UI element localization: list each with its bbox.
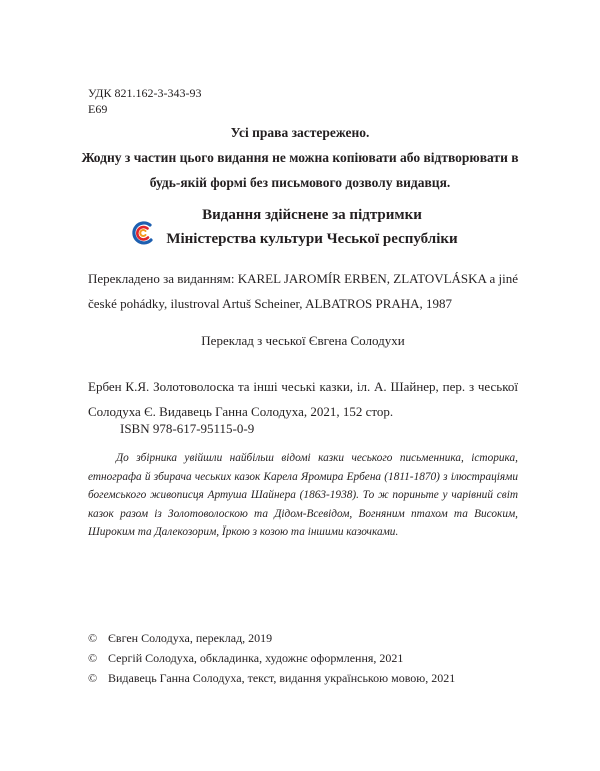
copyright-row — [88, 668, 455, 688]
copyright-row — [88, 628, 455, 648]
copyright-row — [88, 648, 455, 668]
rights-line-1: Усі права застережено. — [230, 125, 370, 140]
bibliographic-record: Ербен К.Я. Золотоволоска та інші чеські казки, іл. А. Шайнер, пер. з чеської Солодуха Є. Видавець Ганна Солодуха, 2021, 152 стор. — [88, 379, 518, 419]
support-line-2: Міністерства культури Чеської республіки — [166, 231, 458, 247]
copyright-text: Видавець Ганна Солодуха, текст, видання українською мовою, 2021 — [108, 671, 456, 685]
logo-orange-arc — [140, 230, 145, 236]
udk-index: Е69 — [88, 102, 108, 116]
support-text — [162, 203, 462, 251]
isbn: ISBN 978-617-95115-0-9 — [120, 421, 255, 436]
udk-code: УДК 821.162-3-343-93 — [88, 86, 202, 100]
czech-ministry-of-culture-logo-icon — [130, 220, 156, 246]
source-edition: Перекладено за виданням: KAREL JAROMÍR ERBEN, ZLATOVLÁSKA a jiné české pohádky, ilustroval Artuš Scheiner, ALBATROS PRAHA, 1987 — [88, 271, 518, 311]
support-line-1: Видання здійснене за підтримки — [202, 207, 422, 223]
translator-credit: Переклад з чеської Євгена Солодухи — [201, 333, 405, 348]
copyright-list — [88, 628, 455, 688]
udk-block — [88, 85, 201, 117]
annotation — [88, 449, 518, 542]
copyright-text: Сергій Солодуха, обкладинка, художнє оформлення, 2021 — [108, 651, 404, 665]
copyright-sign: © — [88, 651, 98, 665]
annotation-text: До збірника увійшли найбільш відомі казки чеського письменника, історика, етнографа й збирача чеських казок Карела Яромира Ербена (1811-1870) з ілюстраціями богемського живописця Артуша Шайнера (1863-1938). То ж пориньте у чарівний світ казок разом із Золотоволоскою та Дідом-Всевідом, Вогняним птахом та Високим, Широким та Далекозорим, Їркою з козою та іншими казочками. — [88, 452, 518, 539]
rights-line-3: будь-якій формі без письмового дозволу видавця. — [149, 175, 451, 190]
copyright-sign: © — [88, 671, 98, 685]
copyright-sign: © — [88, 631, 98, 645]
copyright-text: Євген Солодуха, переклад, 2019 — [108, 631, 273, 645]
rights-notice — [60, 120, 540, 195]
logo-red-arc — [137, 227, 148, 239]
rights-line-2: Жодну з частин цього видання не можна копіювати або відтворювати в — [81, 150, 519, 165]
support-block — [130, 203, 470, 259]
